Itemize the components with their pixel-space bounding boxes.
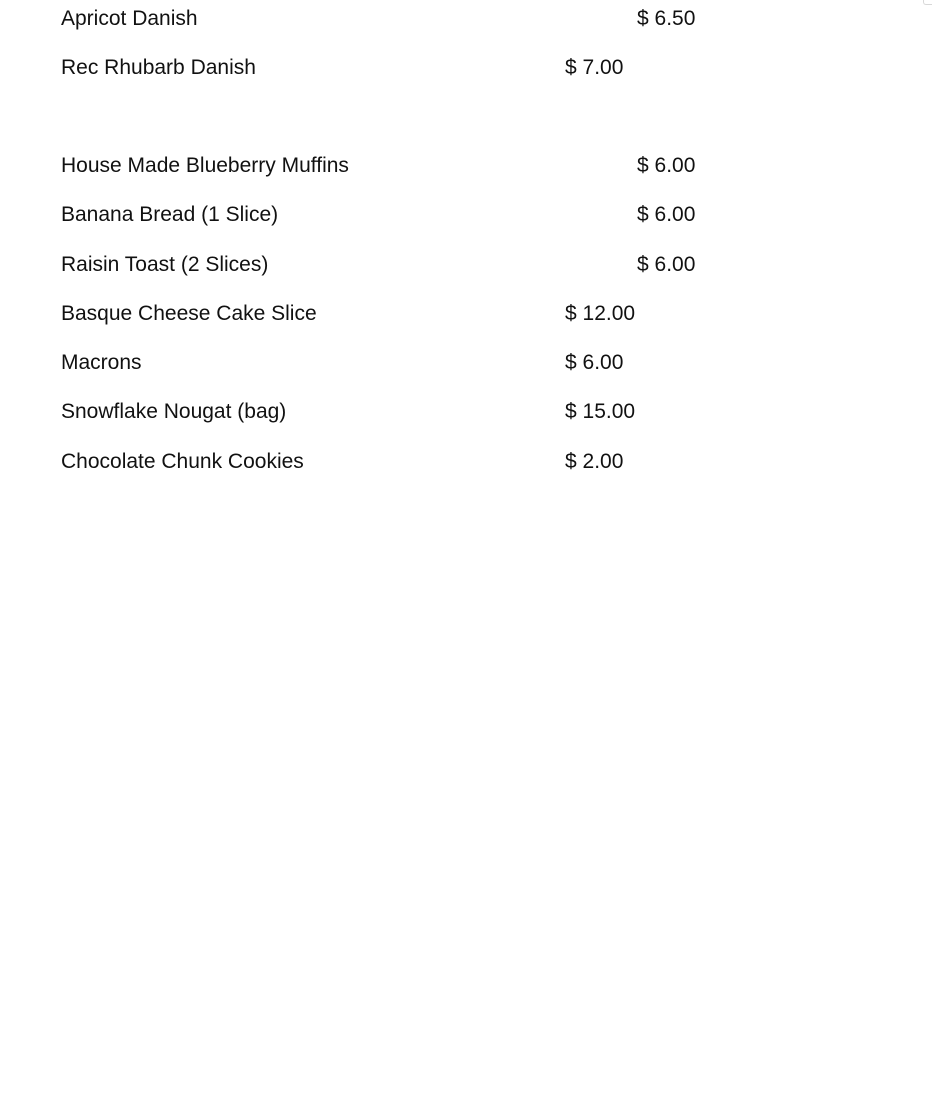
menu-item: [0, 151, 932, 181]
menu-item: [0, 348, 932, 378]
item-price: $ 7.00: [565, 56, 624, 79]
item-name: Raisin Toast (2 Slices): [61, 253, 269, 276]
item-price: $ 6.00: [637, 203, 696, 226]
item-name: Apricot Danish: [61, 7, 198, 30]
item-name: Banana Bread (1 Slice): [61, 203, 279, 226]
item-price: $ 6.50: [637, 7, 696, 30]
item-price: $ 6.00: [565, 351, 624, 374]
item-price: $ 12.00: [565, 302, 636, 325]
item-price: $ 6.00: [637, 154, 696, 177]
menu-item: [0, 397, 932, 427]
item-price: $ 2.00: [565, 450, 624, 473]
item-name: Macrons: [61, 351, 142, 374]
item-name: Basque Cheese Cake Slice: [61, 302, 317, 325]
menu-item: [0, 250, 932, 280]
item-price: $ 6.00: [637, 253, 696, 276]
item-name: Snowflake Nougat (bag): [61, 400, 287, 423]
item-name: Rec Rhubarb Danish: [61, 56, 256, 79]
item-price: $ 15.00: [565, 400, 636, 423]
item-name: Chocolate Chunk Cookies: [61, 450, 304, 473]
menu-item: [0, 299, 932, 329]
menu-item: [0, 4, 932, 34]
menu-item: [0, 200, 932, 230]
item-name: House Made Blueberry Muffins: [61, 154, 349, 177]
menu-item: [0, 53, 932, 83]
menu-item: [0, 447, 932, 477]
